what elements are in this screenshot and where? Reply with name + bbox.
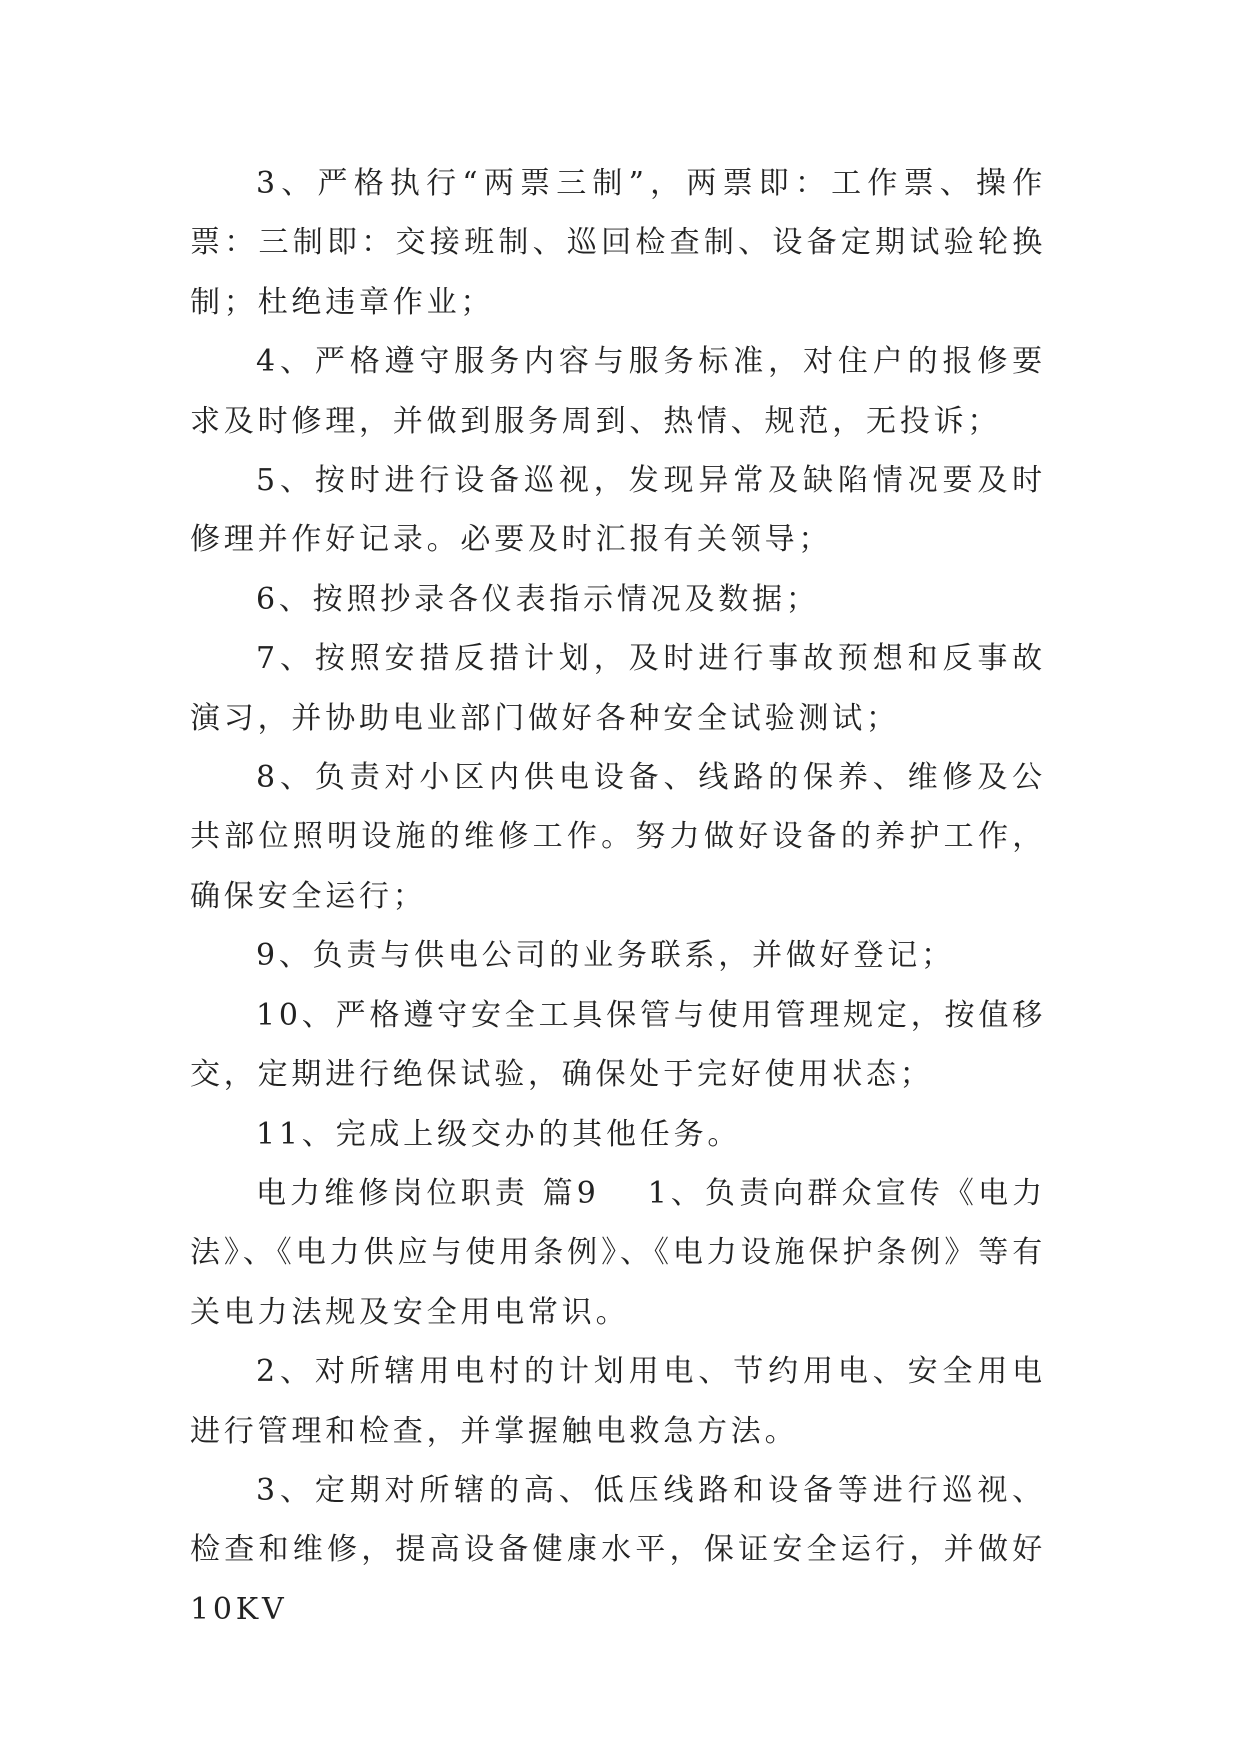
document-body — [190, 154, 1046, 1639]
paragraph-item-6-meter-records: 6、按照抄录各仪表指示情况及数据； — [256, 581, 820, 617]
paragraph-item-7-drills: 7、按照安措反措计划，及时进行事故预想和反事故演习，并协助电业部门做好各种安全试验测试； — [190, 641, 1046, 736]
paragraph-item-11-other-tasks: 11、完成上级交办的其他任务。 — [256, 1116, 742, 1152]
paragraph-item-3-two-tickets: 3、严格执行“两票三制”，两票即：工作票、操作票：三制即：交接班制、巡回检查制、设备定期试验轮换制；杜绝违章作业； — [190, 166, 1046, 320]
paragraph-item-8-maintenance: 8、负责对小区内供电设备、线路的保养、维修及公共部位照明设施的维修工作。努力做好设备的养护工作，确保安全运行； — [190, 760, 1046, 914]
paragraph-item-4-service-standards: 4、严格遵守服务内容与服务标准，对住户的报修要求及时修理，并做到服务周到、热情、规范，无投诉； — [190, 344, 1046, 439]
paragraph-item-9-liaison: 9、负责与供电公司的业务联系，并做好登记； — [256, 938, 955, 974]
section-first-item: 1、负责向群众宣传《电力法》、《电力供应与使用条例》、《电力设施保护条例》等有关电力法规及安全用电常识。 — [190, 1175, 1046, 1330]
paragraph-section9-item-2: 2、对所辖用电村的计划用电、节约用电、安全用电进行管理和检查，并掌握触电救急方法。 — [190, 1354, 1046, 1449]
paragraph-item-10-safety-tools: 10、严格遵守安全工具保管与使用管理规定，按值移交，定期进行绝保试验，确保处于完好使用状态； — [190, 997, 1046, 1093]
paragraph-section9-item-3: 3、定期对所辖的高、低压线路和设备等进行巡视、检查和维修，提高设备健康水平，保证安全运行，并做好10KV — [190, 1472, 1046, 1627]
section-heading: 电力维修岗位职责 篇9 — [256, 1175, 600, 1211]
section-paragraph — [190, 1164, 1046, 1342]
paragraph-item-5-inspection: 5、按时进行设备巡视，发现异常及缺陷情况要及时修理并作好记录。必要及时汇报有关领导； — [190, 463, 1046, 558]
